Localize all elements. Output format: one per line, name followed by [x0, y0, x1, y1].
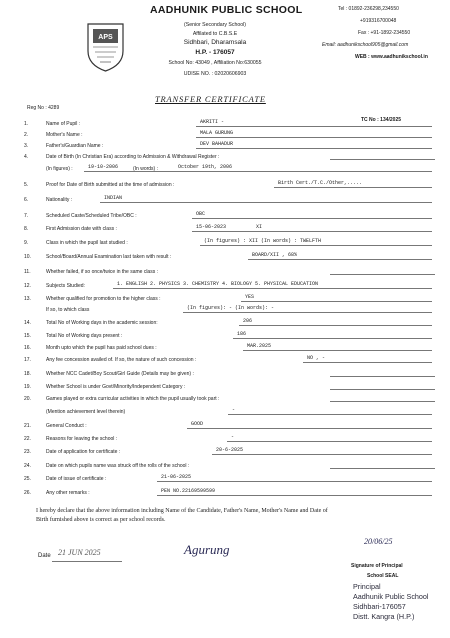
- address-text: Sidhbari, Dharamsala: [183, 39, 247, 46]
- field-number: 13.: [24, 296, 31, 302]
- field-label: Class in which the pupil last studied :: [46, 240, 128, 246]
- field-value: (In figures) : XII (In words) : TWELFTH: [204, 238, 322, 244]
- field-value: BOARD/XII , 68%: [252, 252, 298, 258]
- telephone: Tel : 01892-236298,234550: [338, 6, 399, 12]
- field-number: 20.: [24, 396, 31, 402]
- stamp-line-3: Sidhbari-176057: [353, 602, 406, 611]
- field-number: 11.: [24, 269, 31, 275]
- field-number: 19.: [24, 384, 31, 390]
- field-label: Date of application for certificate :: [46, 449, 121, 455]
- field-label: Nationality :: [46, 197, 73, 203]
- field-value: INDIAN: [104, 195, 123, 201]
- field-value: 1. ENGLISH 2. PHYSICS 3. CHEMISTRY 4. BIOLOGY 5. PHYSICAL EDUCATION: [117, 281, 319, 287]
- field-label: Proof for Date of Birth submitted at the time of admission :: [46, 182, 175, 188]
- field-value: 206: [243, 318, 253, 324]
- field-number: 9.: [24, 240, 29, 246]
- field-value: PEN NO.22169599599: [161, 488, 216, 494]
- field-label: First Admission date with class :: [46, 226, 117, 232]
- field-number: 10.: [24, 254, 31, 260]
- field-value: AKRITI -: [200, 119, 225, 125]
- reg-number: Reg No : 4289: [27, 105, 60, 111]
- tc-number: TC No : 134/2025: [361, 117, 402, 123]
- school-seal-label: School SEAL: [367, 573, 399, 579]
- declaration-line-1: I hereby declare that the above information including Name of the Candidate, Father's Name, Mother's Name and Date of: [36, 508, 328, 514]
- website: WEB : www.aadhunikschool.in: [355, 54, 428, 60]
- field-value: 20-6-2025: [216, 447, 244, 453]
- field-value: 21-06-2025: [161, 474, 192, 480]
- declaration-line-2: Birth furnished above is correct as per school records.: [36, 517, 166, 523]
- mobile: +919316700048: [360, 18, 397, 24]
- stamp-line-2: Aadhunik Public School: [353, 592, 429, 601]
- field-label: Date of Birth (In Christian Era) according to Admission & Withdrawal Register :: [46, 154, 220, 160]
- field-number: 25.: [24, 476, 31, 482]
- field-label: Whether School is under Govt/Minority/Independent Category :: [46, 384, 186, 390]
- field-label: Name of Pupil :: [46, 121, 81, 127]
- date-label: Date: [38, 553, 51, 559]
- field-number: 7.: [24, 213, 29, 219]
- certificate-title: TRANSFER CERTIFICATE: [155, 94, 266, 104]
- field-label: Whether NCC Cadet/Boy Scout/Girl Guide (Details may be given) :: [46, 371, 194, 377]
- school-name: AADHUNIK PUBLIC SCHOOL: [150, 4, 303, 16]
- field-number: 26.: [24, 490, 31, 496]
- field-value: (In figures): - (In words): -: [187, 305, 275, 311]
- field-value: 186: [237, 331, 247, 337]
- field-value: MAR.2025: [247, 343, 272, 349]
- field-label: If so, to which class: [46, 307, 90, 313]
- stamp-line-1: Principal: [353, 582, 381, 591]
- field-number: 3.: [24, 143, 29, 149]
- field-number: 18.: [24, 371, 31, 377]
- field-value: YES: [245, 294, 255, 300]
- field-number: 4.: [24, 154, 29, 160]
- field-label: Subjects Studied:: [46, 283, 85, 289]
- field-value-secondary: XI: [256, 224, 263, 230]
- udise-number: UDISE NO. : 02020606903: [183, 71, 247, 77]
- field-number: 2.: [24, 132, 29, 138]
- handwritten-date: 21 JUN 2025: [58, 548, 101, 557]
- field-label: Month upto which the pupil has paid school dues :: [46, 345, 157, 351]
- field-value: MALA GURUNG: [200, 130, 234, 136]
- field-number: 1.: [24, 121, 29, 127]
- field-number: 16.: [24, 345, 31, 351]
- field-label: Any other remarks :: [46, 490, 90, 496]
- field-value: 19-10-2006: [88, 164, 119, 170]
- affiliation-text: Affilated to C.B.S.E: [192, 31, 238, 37]
- field-label: Reasons for leaving the school :: [46, 436, 118, 442]
- field-value: DEV BAHADUR: [200, 141, 234, 147]
- field-value: OBC: [196, 211, 206, 217]
- field-number: 6.: [24, 197, 29, 203]
- field-label: Total No of Working days in the academic session:: [46, 320, 158, 326]
- field-value: -: [231, 434, 235, 440]
- student-signature: Agurung: [184, 542, 230, 557]
- field-number: 14.: [24, 320, 31, 326]
- school-logo: [84, 21, 127, 73]
- fax: Fax : +91-1892-234550: [358, 30, 411, 36]
- field-label: (Mention achievement level therein): [46, 409, 126, 415]
- field-number: 23.: [24, 449, 31, 455]
- field-value: NO , -: [307, 355, 326, 361]
- field-label-secondary: (In words) :: [133, 166, 159, 172]
- field-label: School/Board/Annual Examination last taken with result :: [46, 254, 172, 260]
- field-label: Date of issue of certificate :: [46, 476, 107, 482]
- field-number: 22.: [24, 436, 31, 442]
- field-label: Father's/Guardian Name :: [46, 143, 104, 149]
- field-number: 8.: [24, 226, 29, 232]
- field-number: 17.: [24, 357, 31, 363]
- field-number: 15.: [24, 333, 31, 339]
- field-label: Any fee concession availed of. If so, the nature of such concession :: [46, 357, 197, 363]
- field-label: Games played or extra curricular activities in which the pupil usually took part :: [46, 396, 220, 402]
- field-value: Birth Cert./T.C./Other,.....: [278, 180, 363, 186]
- field-label: General Conduct :: [46, 423, 87, 429]
- field-value: GOOD: [191, 421, 204, 427]
- email: Email: aadhunikschool905@gmail.com: [322, 42, 409, 48]
- pin-text: H.P. - 176057: [195, 49, 235, 56]
- field-value: 15-06-2023: [196, 224, 227, 230]
- field-label: Whether qualified for promotion to the higher class :: [46, 296, 161, 302]
- field-label: Scheduled Caste/Scheduled Tribe/OBC :: [46, 213, 137, 219]
- field-value-secondary: October 19th, 2006: [178, 164, 233, 170]
- svg-text:APS: APS: [98, 34, 113, 41]
- field-label: Date on which pupils name was struck off the rolls of the school :: [46, 463, 190, 469]
- field-label: Total No of Working days present :: [46, 333, 123, 339]
- field-number: 24.: [24, 463, 31, 469]
- field-value: -: [232, 407, 236, 413]
- field-label: Mother's Name :: [46, 132, 83, 138]
- stamp-line-4: Distt. Kangra (H.P.): [353, 612, 415, 621]
- field-number: 12.: [24, 283, 31, 289]
- field-label: (In figures) :: [46, 166, 73, 172]
- principal-signature-label: Signature of Principal: [351, 563, 403, 569]
- field-number: 21.: [24, 423, 31, 429]
- field-label: Whether failed, if so once/twice in the same class :: [46, 269, 158, 275]
- school-number: School No: 43049 , Affiliation No:630055: [168, 60, 262, 66]
- field-number: 5.: [24, 182, 29, 188]
- school-subtitle: (Senior Secondary School): [184, 22, 246, 28]
- principal-signature-date: 20/06/25: [364, 537, 393, 546]
